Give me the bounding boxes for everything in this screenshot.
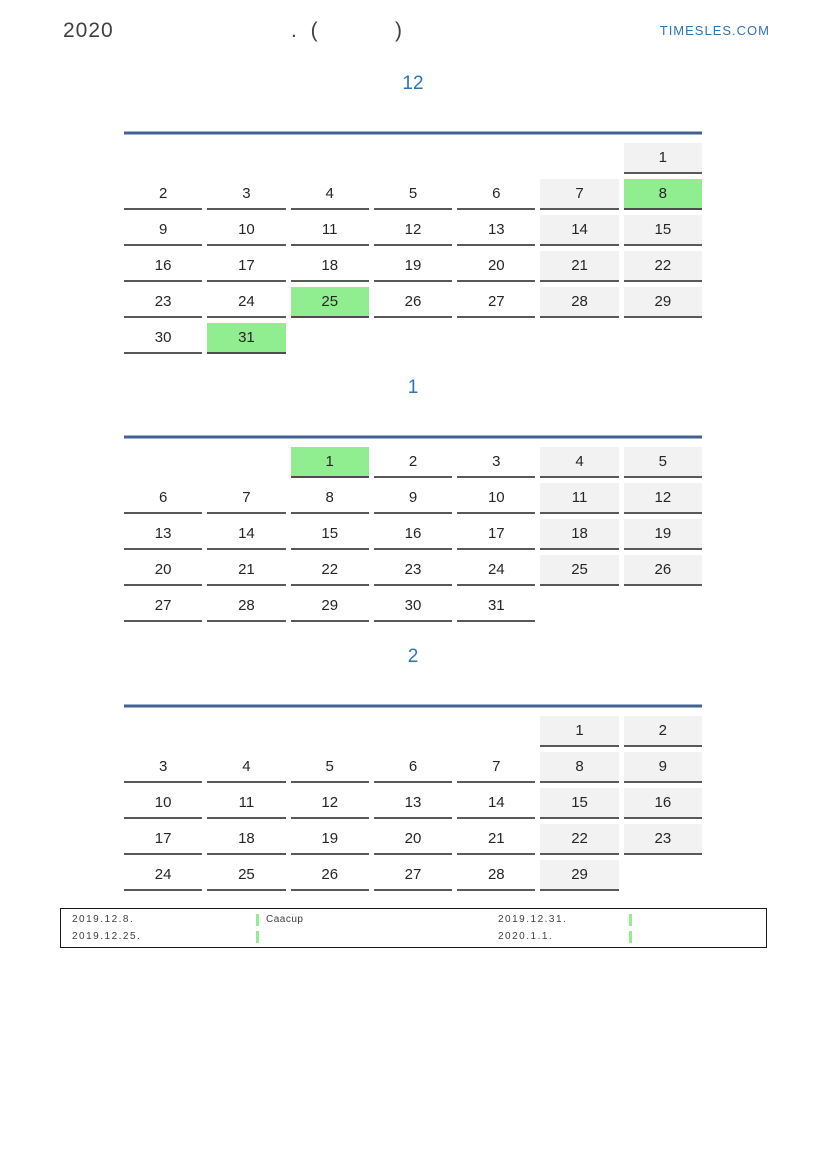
calendar-week-row [124, 788, 702, 819]
calendar-january [124, 435, 702, 627]
calendar-week-row [124, 519, 702, 550]
empty-cell [457, 323, 535, 354]
day-cell-weekend: 22 [624, 251, 702, 282]
empty-cell [207, 143, 285, 174]
calendar-week-row [124, 143, 702, 174]
day-cell-weekend: 2 [624, 716, 702, 747]
empty-cell [457, 716, 535, 747]
holiday-marker-bar [256, 914, 259, 926]
day-cell: 4 [207, 752, 285, 783]
day-cell: 11 [207, 788, 285, 819]
calendar-week-row [124, 251, 702, 282]
empty-cell [124, 716, 202, 747]
day-cell: 6 [124, 483, 202, 514]
day-cell-weekend: 25 [540, 555, 618, 586]
empty-cell [374, 716, 452, 747]
holiday-legend [60, 908, 767, 948]
page-title-fragment-close: ) [395, 19, 402, 42]
holiday-marker-bar [629, 931, 632, 943]
day-cell: 13 [457, 215, 535, 246]
day-cell: 9 [374, 483, 452, 514]
empty-cell [624, 323, 702, 354]
calendar-week-row [124, 179, 702, 210]
day-cell: 19 [374, 251, 452, 282]
day-cell: 3 [207, 179, 285, 210]
day-cell-weekend: 15 [624, 215, 702, 246]
day-cell: 14 [207, 519, 285, 550]
day-cell: 19 [291, 824, 369, 855]
day-cell: 22 [291, 555, 369, 586]
day-cell-holiday: 31 [207, 323, 285, 354]
day-cell-weekend: 9 [624, 752, 702, 783]
month-label-december: 12 [402, 73, 424, 94]
day-cell: 23 [124, 287, 202, 318]
empty-cell [291, 323, 369, 354]
day-cell: 16 [124, 251, 202, 282]
calendar-week-row [124, 752, 702, 783]
day-cell: 21 [207, 555, 285, 586]
legend-entry-name [629, 914, 766, 926]
day-cell-holiday: 8 [624, 179, 702, 210]
empty-cell [291, 716, 369, 747]
empty-cell [624, 591, 702, 622]
day-cell-holiday: 25 [291, 287, 369, 318]
day-cell: 12 [291, 788, 369, 819]
day-cell: 4 [291, 179, 369, 210]
day-cell: 12 [374, 215, 452, 246]
day-cell-weekend: 21 [540, 251, 618, 282]
holiday-marker-bar [629, 914, 632, 926]
day-cell: 7 [207, 483, 285, 514]
day-cell: 10 [124, 788, 202, 819]
day-cell: 3 [457, 447, 535, 478]
day-cell: 27 [457, 287, 535, 318]
empty-cell [540, 323, 618, 354]
month-label-january: 1 [407, 377, 419, 398]
day-cell: 20 [374, 824, 452, 855]
legend-date: 2019.12.31. [498, 914, 568, 925]
day-cell: 7 [457, 752, 535, 783]
day-cell-weekend: 15 [540, 788, 618, 819]
day-cell-weekend: 14 [540, 215, 618, 246]
calendar-february [124, 704, 702, 896]
day-cell: 26 [291, 860, 369, 891]
calendar-week-row [124, 591, 702, 622]
day-cell: 31 [457, 591, 535, 622]
day-cell: 6 [457, 179, 535, 210]
day-cell-weekend: 5 [624, 447, 702, 478]
day-cell: 24 [124, 860, 202, 891]
day-cell: 17 [124, 824, 202, 855]
day-cell: 30 [124, 323, 202, 354]
calendar-week-row [124, 555, 702, 586]
calendar-week-row [124, 860, 702, 891]
empty-cell [207, 716, 285, 747]
calendar-week-row [124, 447, 702, 478]
day-cell-weekend: 23 [624, 824, 702, 855]
page-title-fragment-open: . ( [291, 19, 322, 42]
empty-cell [540, 591, 618, 622]
legend-row [61, 928, 766, 945]
day-cell: 20 [124, 555, 202, 586]
legend-date: 2019.12.8. [72, 914, 135, 925]
day-cell: 28 [457, 860, 535, 891]
day-cell-weekend: 19 [624, 519, 702, 550]
day-cell: 17 [457, 519, 535, 550]
calendar-week-row [124, 287, 702, 318]
empty-cell [457, 143, 535, 174]
day-cell: 14 [457, 788, 535, 819]
empty-cell [291, 143, 369, 174]
day-cell: 17 [207, 251, 285, 282]
day-cell: 18 [291, 251, 369, 282]
day-cell: 3 [124, 752, 202, 783]
day-cell-weekend: 1 [540, 716, 618, 747]
page-title-year: 2020 [63, 19, 114, 42]
day-cell: 15 [291, 519, 369, 550]
day-cell-weekend: 1 [624, 143, 702, 174]
day-cell: 30 [374, 591, 452, 622]
day-cell: 24 [457, 555, 535, 586]
day-cell: 27 [124, 591, 202, 622]
day-cell: 16 [374, 519, 452, 550]
day-cell-weekend: 16 [624, 788, 702, 819]
day-cell: 20 [457, 251, 535, 282]
legend-entry-name [629, 931, 766, 943]
day-cell-weekend: 29 [540, 860, 618, 891]
day-cell: 25 [207, 860, 285, 891]
empty-cell [207, 447, 285, 478]
legend-entry-name [256, 914, 487, 926]
month-divider [124, 131, 702, 135]
day-cell: 8 [291, 483, 369, 514]
empty-cell [374, 323, 452, 354]
legend-date: 2020.1.1. [498, 931, 554, 942]
legend-row [61, 911, 766, 928]
empty-cell [540, 143, 618, 174]
month-divider [124, 704, 702, 708]
day-cell: 28 [207, 591, 285, 622]
day-cell-weekend: 4 [540, 447, 618, 478]
day-cell-weekend: 8 [540, 752, 618, 783]
day-cell-weekend: 29 [624, 287, 702, 318]
day-cell-weekend: 18 [540, 519, 618, 550]
day-cell: 26 [374, 287, 452, 318]
day-cell: 5 [374, 179, 452, 210]
day-cell-weekend: 11 [540, 483, 618, 514]
day-cell: 18 [207, 824, 285, 855]
calendar-week-row [124, 215, 702, 246]
day-cell: 11 [291, 215, 369, 246]
day-cell-weekend: 7 [540, 179, 618, 210]
day-cell: 23 [374, 555, 452, 586]
day-cell-weekend: 28 [540, 287, 618, 318]
day-cell-weekend: 26 [624, 555, 702, 586]
empty-cell [374, 143, 452, 174]
day-cell: 21 [457, 824, 535, 855]
holiday-marker-bar [256, 931, 259, 943]
day-cell: 10 [457, 483, 535, 514]
day-cell: 13 [374, 788, 452, 819]
legend-date: 2019.12.25. [72, 931, 142, 942]
calendar-week-row [124, 323, 702, 354]
day-cell: 9 [124, 215, 202, 246]
day-cell-holiday: 1 [291, 447, 369, 478]
calendar-week-row [124, 483, 702, 514]
empty-cell [124, 447, 202, 478]
site-link[interactable]: TIMESLES.COM [659, 23, 770, 38]
month-divider [124, 435, 702, 439]
calendar-week-row [124, 824, 702, 855]
day-cell: 10 [207, 215, 285, 246]
day-cell: 5 [291, 752, 369, 783]
day-cell: 13 [124, 519, 202, 550]
day-cell: 2 [374, 447, 452, 478]
day-cell: 29 [291, 591, 369, 622]
empty-cell [124, 143, 202, 174]
month-label-february: 2 [407, 646, 419, 667]
calendar-week-row [124, 716, 702, 747]
legend-entry-name [256, 931, 487, 943]
day-cell: 24 [207, 287, 285, 318]
empty-cell [624, 860, 702, 891]
day-cell-weekend: 22 [540, 824, 618, 855]
legend-name-text: Caacup [266, 914, 304, 925]
day-cell: 2 [124, 179, 202, 210]
day-cell: 6 [374, 752, 452, 783]
calendar-december [124, 131, 702, 359]
day-cell-weekend: 12 [624, 483, 702, 514]
day-cell: 27 [374, 860, 452, 891]
